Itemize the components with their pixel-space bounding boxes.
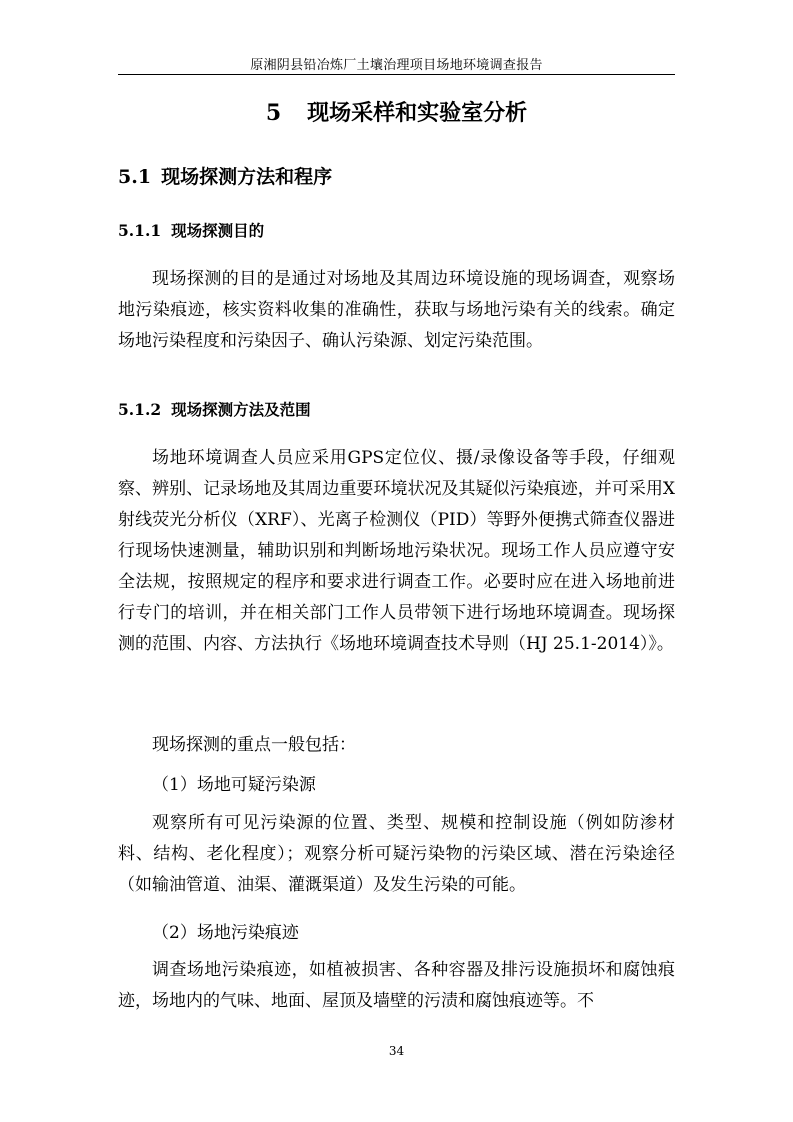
- subsection-number-1: 5.1.1: [118, 221, 162, 240]
- subsection-heading-1: [118, 219, 264, 241]
- subsection-heading-2: [118, 398, 311, 420]
- paragraph-methods: 场地环境调查人员应采用GPS定位仪、摄/录像设备等手段，仔细观察、辨别、记录场地及其周边重要环境状况及其疑似污染痕迹，并可采用X射线荧光分析仪（XRF）、光离子检测仪（PID）等野外便携式筛查仪器进行现场快速测量，辅助识别和判断场地污染状况。现场工作人员应遵守安全法规，按照规定的程序和要求进行调查工作。必要时应在进入场地前进行专门的培训，并在相关部门工作人员带领下进行场地环境调查。现场探测的范围、内容、方法执行《场地环境调查技术导则（HJ 25.1-2014）》。: [118, 448, 675, 654]
- chapter-title: 现场采样和实验室分析: [307, 100, 528, 126]
- subsection-title-1: 现场探测目的: [171, 221, 265, 240]
- subsection-number-2: 5.1.2: [118, 400, 162, 419]
- section-title: 现场探测方法和程序: [161, 166, 333, 188]
- chapter-heading: [118, 96, 675, 127]
- page-number: 34: [388, 1044, 405, 1058]
- header-rule: [118, 74, 675, 75]
- item-2-title: （2）场地污染痕迹: [152, 923, 299, 943]
- section-number: 5.1: [118, 166, 152, 188]
- item-1-title: （1）场地可疑污染源: [152, 775, 316, 795]
- item-1-text: 观察所有可见污染源的位置、类型、规模和控制设施（例如防渗材料、结构、老化程度）；观察分析可疑污染物的污染区域、潜在污染途径（如输油管道、油渠、灌溉渠道）及发生污染的可能。: [118, 813, 675, 895]
- paragraph-purpose: 现场探测的目的是通过对场地及其周边环境设施的现场调查，观察场地污染痕迹，核实资料收集的准确性，获取与场地污染有关的线索。确定场地污染程度和污染因子、确认污染源、划定污染范围。: [118, 269, 675, 351]
- section-heading: [118, 162, 332, 189]
- subsection-title-2: 现场探测方法及范围: [171, 400, 311, 419]
- running-header: 原湘阴县铅冶炼厂土壤治理项目场地环境调查报告: [250, 58, 543, 73]
- chapter-number: 5: [265, 100, 282, 126]
- paragraph-key-points: 现场探测的重点一般包括：: [152, 735, 356, 755]
- item-2-text: 调查场地污染痕迹，如植被损害、各种容器及排污设施损坏和腐蚀痕迹，场地内的气味、地面、屋顶及墙壁的污渍和腐蚀痕迹等。不: [118, 960, 675, 1011]
